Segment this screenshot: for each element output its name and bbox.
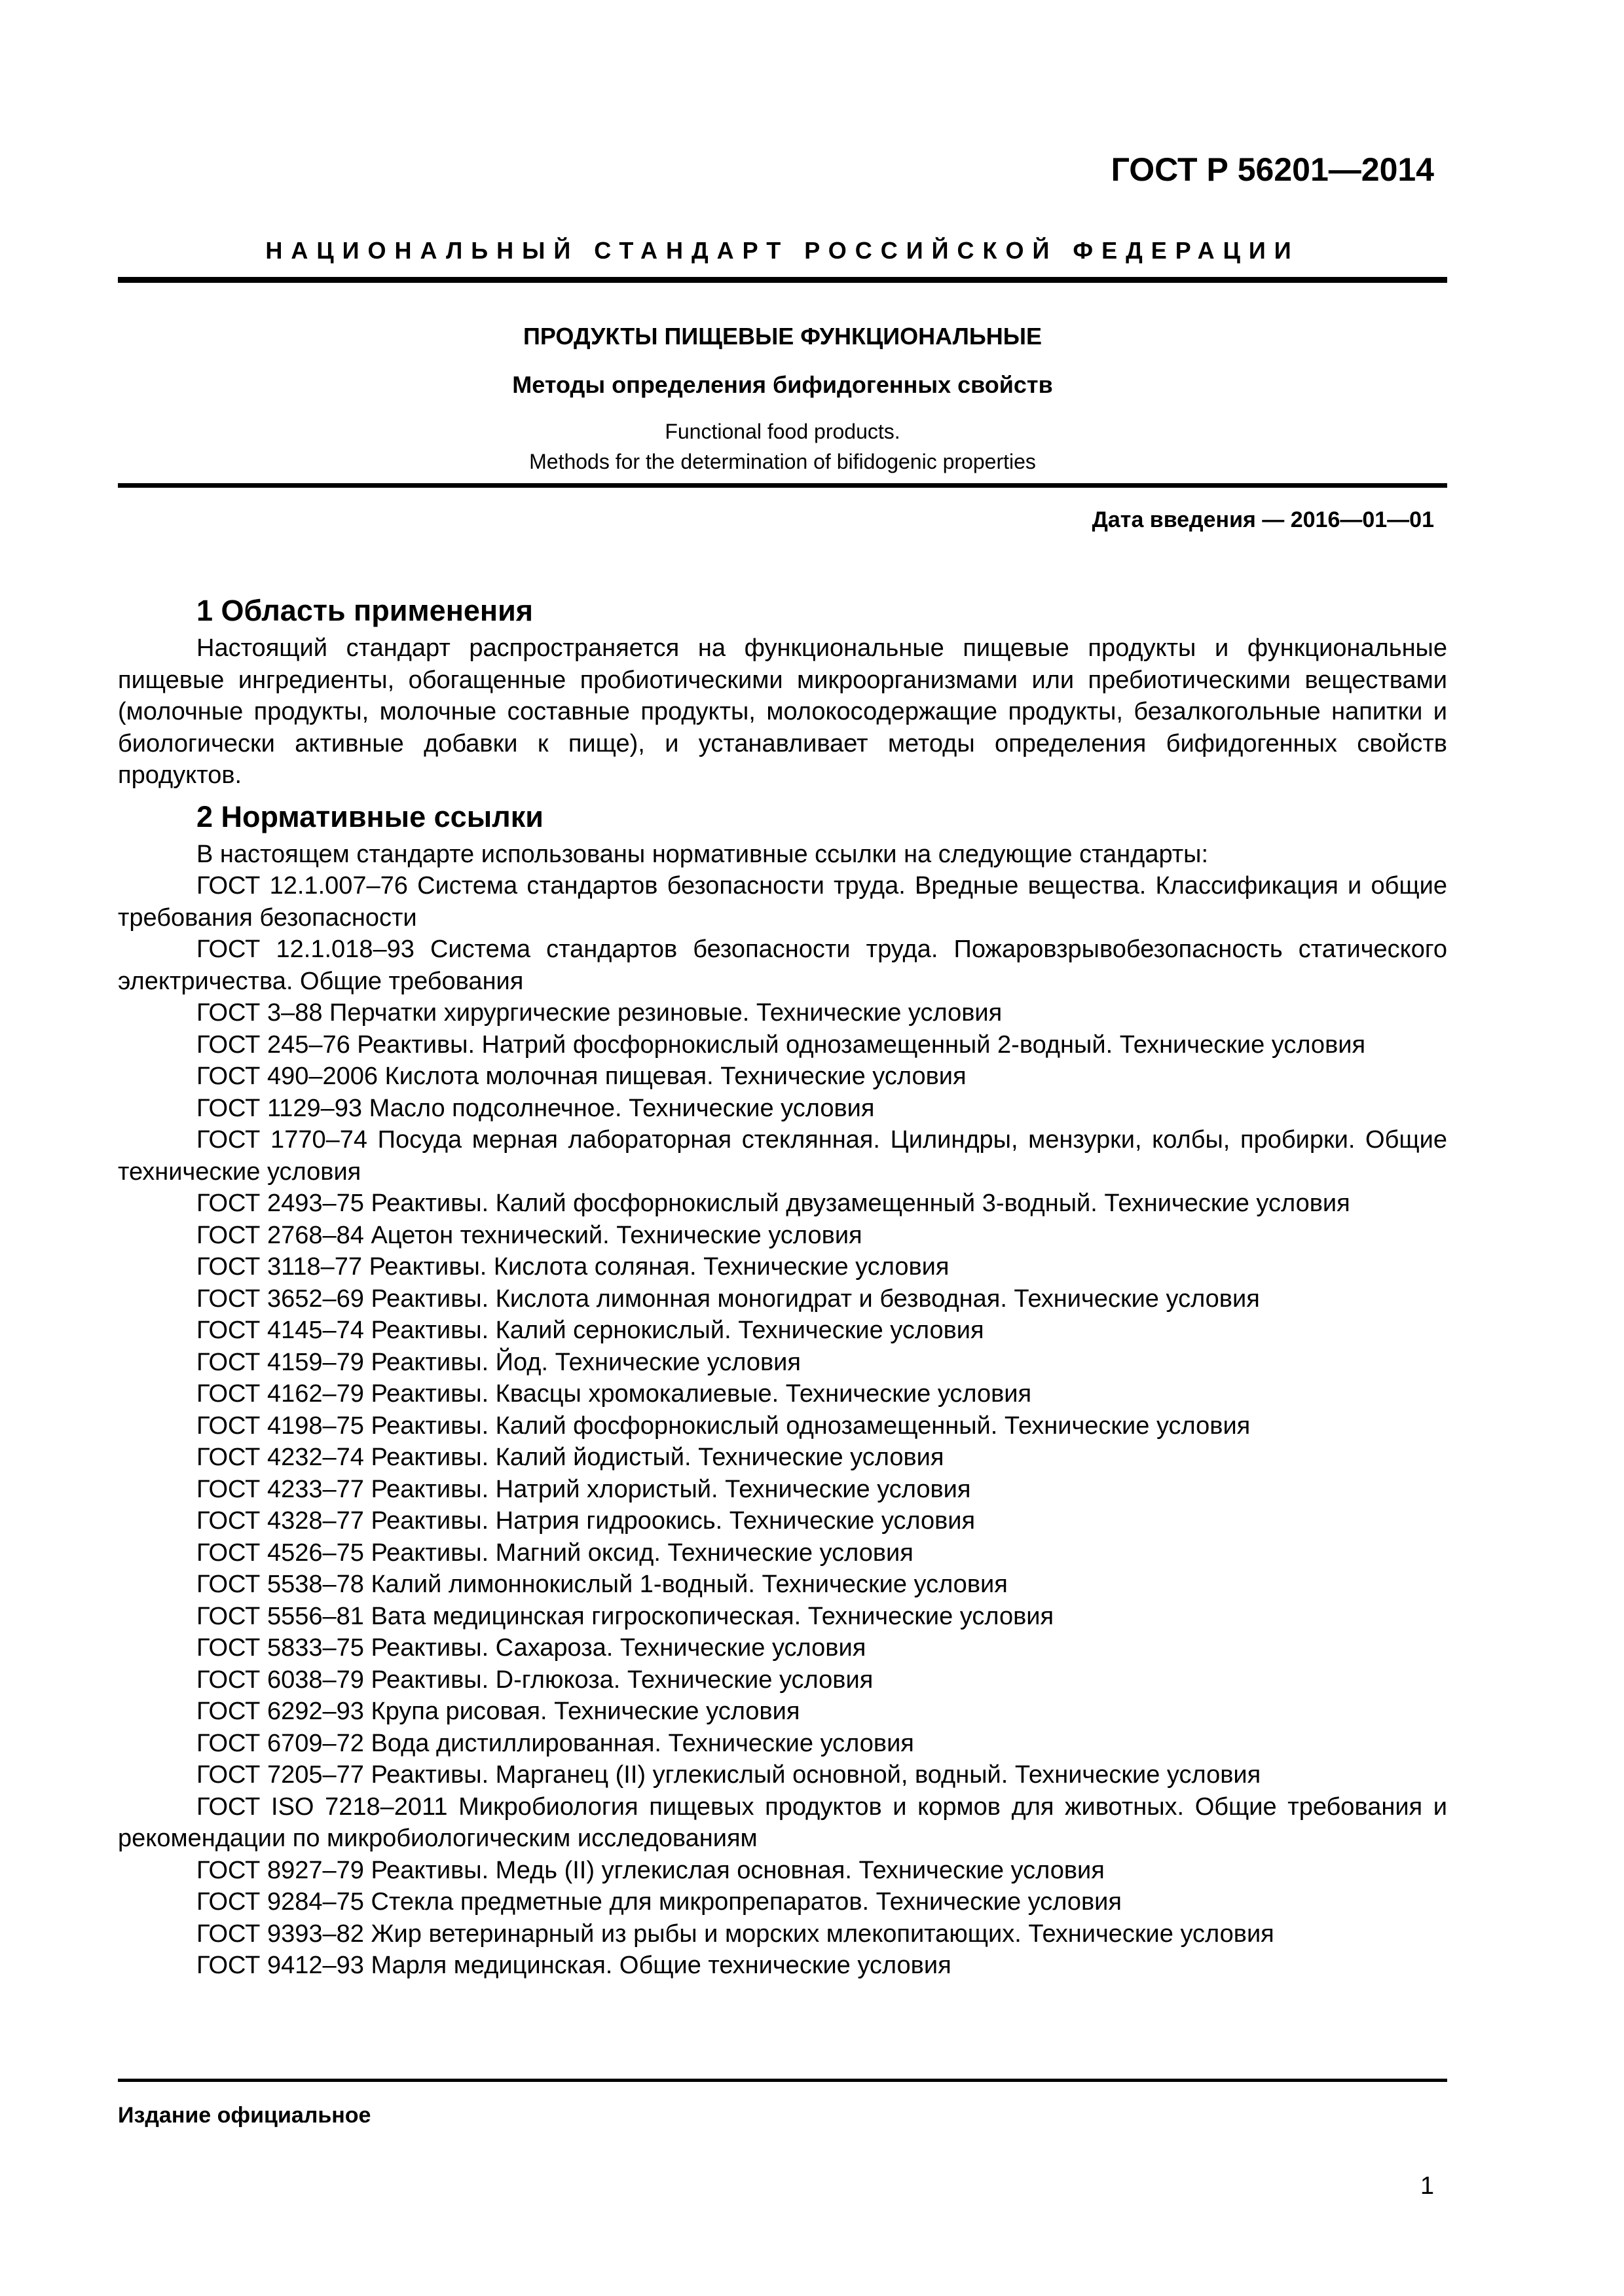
reference-item: ГОСТ 9412–93 Марля медицинская. Общие технические условия [196, 1952, 951, 1979]
reference-item: ГОСТ 3652–69 Реактивы. Кислота лимонная моногидрат и безводная. Технические условия [196, 1285, 1260, 1313]
title-block [118, 319, 1447, 477]
reference-item: ГОСТ 12.1.007–76 Система стандартов безопасности труда. Вредные вещества. Классификация и общие требования безопасности [118, 872, 1447, 932]
subtitle-ru: Методы определения бифидогенных свойств [512, 371, 1053, 398]
reference-item: ГОСТ ISO 7218–2011 Микробиология пищевых продуктов и кормов для животных. Общие требования и рекомендации по микробиологическим исследованиям [118, 1793, 1447, 1852]
document-body [118, 589, 1447, 1982]
reference-item: ГОСТ 2768–84 Ацетон технический. Технические условия [196, 1221, 862, 1249]
reference-item: ГОСТ 1129–93 Масло подсолнечное. Технические условия [196, 1094, 875, 1122]
reference-item: ГОСТ 6038–79 Реактивы. D-глюкоза. Технические условия [196, 1666, 874, 1694]
title-en [118, 416, 1447, 477]
page-number: 1 [1420, 2172, 1434, 2200]
title-en-line-1: Functional food products. [665, 420, 900, 443]
reference-item: ГОСТ 490–2006 Кислота молочная пищевая. Технические условия [196, 1063, 967, 1090]
reference-item: ГОСТ 5833–75 Реактивы. Сахароза. Технические условия [196, 1634, 866, 1662]
reference-item: ГОСТ 4328–77 Реактивы. Натрия гидроокись. Технические условия [196, 1507, 976, 1535]
section-2-heading: 2 Нормативные ссылки [196, 799, 544, 833]
reference-item: ГОСТ 7205–77 Реактивы. Марганец (II) углекислый основной, водный. Технические условия [196, 1761, 1261, 1789]
reference-item: ГОСТ 6292–93 Крупа рисовая. Технические условия [196, 1698, 800, 1725]
reference-item: ГОСТ 4233–77 Реактивы. Натрий хлористый. Технические условия [196, 1475, 971, 1503]
reference-item: ГОСТ 245–76 Реактивы. Натрий фосфорнокислый однозамещенный 2-водный. Технические условия [196, 1030, 1366, 1059]
title-en-line-2: Methods for the determination of bifidogenic properties [529, 450, 1036, 473]
reference-item: ГОСТ 5556–81 Вата медицинская гигроскопическая. Технические условия [196, 1602, 1054, 1630]
section-2-intro: В настоящем стандарте использованы нормативные ссылки на следующие стандарты: [196, 840, 1209, 868]
national-standard-banner: НАЦИОНАЛЬНЫЙ СТАНДАРТ РОССИЙСКОЙ ФЕДЕРАЦИИ [265, 237, 1300, 264]
title-ru: ПРОДУКТЫ ПИЩЕВЫЕ ФУНКЦИОНАЛЬНЫЕ [523, 323, 1042, 350]
section-1-heading: 1 Область применения [196, 594, 534, 627]
reference-item: ГОСТ 4159–79 Реактивы. Йод. Технические условия [196, 1348, 801, 1376]
section-1-paragraph: Настоящий стандарт распространяется на функциональные пищевые продукты и функциональные пищевые ингредиенты, обогащенные пробиотическими микроорганизмами или пребиотическими веществами (молочные продукты, молочные составные продукты, молокосодержащие продукты, безалкогольные напитки и биологически активные добавки к пище), и устанавливает методы определения бифидогенных свойств продуктов. [118, 634, 1447, 789]
edition-label: Издание официальное [118, 2103, 371, 2128]
reference-item: ГОСТ 4162–79 Реактивы. Квасцы хромокалиевые. Технические условия [196, 1380, 1032, 1408]
reference-item: ГОСТ 4145–74 Реактивы. Калий сернокислый. Технические условия [196, 1317, 984, 1344]
document-code: ГОСТ Р 56201—2014 [1111, 151, 1434, 188]
reference-item: ГОСТ 9284–75 Стекла предметные для микропрепаратов. Технические условия [196, 1888, 1122, 1916]
title-divider [118, 483, 1447, 488]
footer-divider [118, 2079, 1447, 2082]
effective-date: Дата введения — 2016—01—01 [1092, 507, 1434, 532]
reference-item: ГОСТ 5538–78 Калий лимоннокислый 1-водный. Технические условия [196, 1571, 1008, 1598]
header-divider [118, 277, 1447, 283]
reference-item: ГОСТ 4526–75 Реактивы. Магний оксид. Технические условия [196, 1539, 913, 1567]
reference-item: ГОСТ 4198–75 Реактивы. Калий фосфорнокислый однозамещенный. Технические условия [196, 1412, 1251, 1440]
reference-item: ГОСТ 9393–82 Жир ветеринарный из рыбы и морских млекопитающих. Технические условия [196, 1920, 1274, 1948]
reference-item: ГОСТ 3118–77 Реактивы. Кислота соляная. Технические условия [196, 1253, 950, 1281]
reference-item: ГОСТ 12.1.018–93 Система стандартов безопасности труда. Пожаровзрывобезопасность статического электричества. Общие требования [118, 936, 1447, 995]
reference-item: ГОСТ 6709–72 Вода дистиллированная. Технические условия [196, 1729, 914, 1757]
normative-references-list [118, 870, 1447, 1982]
reference-item: ГОСТ 4232–74 Реактивы. Калий йодистый. Технические условия [196, 1444, 944, 1471]
reference-item: ГОСТ 1770–74 Посуда мерная лабораторная стеклянная. Цилиндры, мензурки, колбы, пробирки. Общие технические условия [118, 1126, 1447, 1186]
reference-item: ГОСТ 8927–79 Реактивы. Медь (II) углекислая основная. Технические условия [196, 1856, 1105, 1884]
reference-item: ГОСТ 3–88 Перчатки хирургические резиновые. Технические условия [196, 999, 1003, 1027]
reference-item: ГОСТ 2493–75 Реактивы. Калий фосфорнокислый двузамещенный 3-водный. Технические условия [196, 1190, 1350, 1217]
